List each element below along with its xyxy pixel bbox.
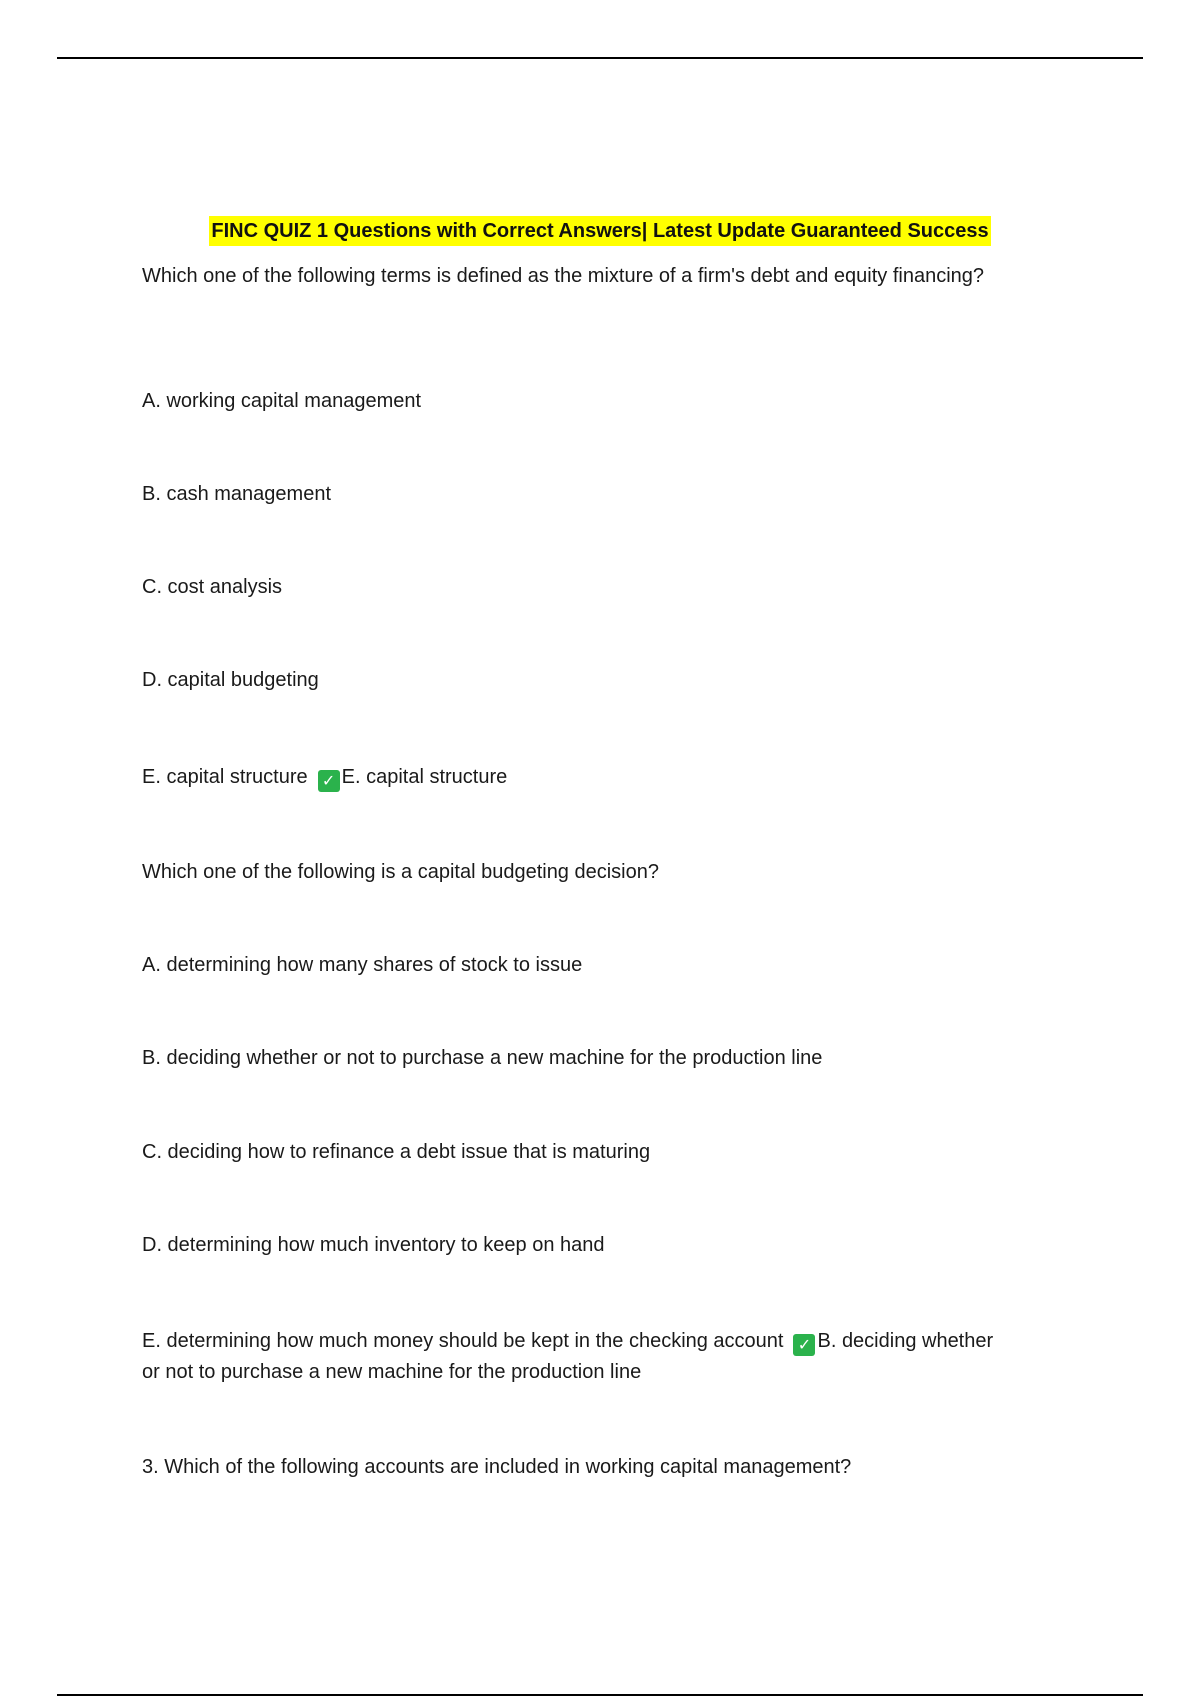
- question-1-stem: Which one of the following terms is defined as the mixture of a firm's debt and equity financing?: [142, 265, 985, 287]
- question-2-option-e-row: [142, 1326, 1002, 1388]
- title-block: [0, 216, 1200, 246]
- question-1-answer: E. capital structure: [341, 766, 508, 788]
- question-2-stem: Which one of the following is a capital budgeting decision?: [142, 861, 659, 883]
- question-1-option-e-row: [142, 762, 1002, 793]
- question-1-option-b: B. cash management: [142, 483, 331, 505]
- question-2-option-d: D. determining how much inventory to keep on hand: [142, 1234, 605, 1256]
- question-1-option-a: A. working capital management: [142, 390, 422, 412]
- document-title: FINC QUIZ 1 Questions with Correct Answers| Latest Update Guaranteed Success: [209, 216, 990, 246]
- question-1-option-e: E. capital structure: [142, 766, 308, 788]
- question-1-option-d: D. capital budgeting: [142, 669, 319, 691]
- question-2-option-c: C. deciding how to refinance a debt issue that is maturing: [142, 1141, 651, 1163]
- question-2-option-a: A. determining how many shares of stock to issue: [142, 954, 583, 976]
- check-mark-icon: ✓: [793, 1334, 815, 1356]
- question-1-option-c: C. cost analysis: [142, 576, 283, 598]
- question-2-answer: B. deciding whether or not to purchase a new machine for the production line: [142, 1330, 994, 1383]
- question-2-option-e: E. determining how much money should be kept in the checking account: [142, 1330, 784, 1352]
- question-2-option-b: B. deciding whether or not to purchase a new machine for the production line: [142, 1047, 823, 1069]
- header-rule: [57, 57, 1143, 59]
- check-mark-icon: ✓: [318, 770, 340, 792]
- footer-rule: [57, 1694, 1143, 1696]
- question-3-stem: 3. Which of the following accounts are included in working capital management?: [142, 1456, 852, 1478]
